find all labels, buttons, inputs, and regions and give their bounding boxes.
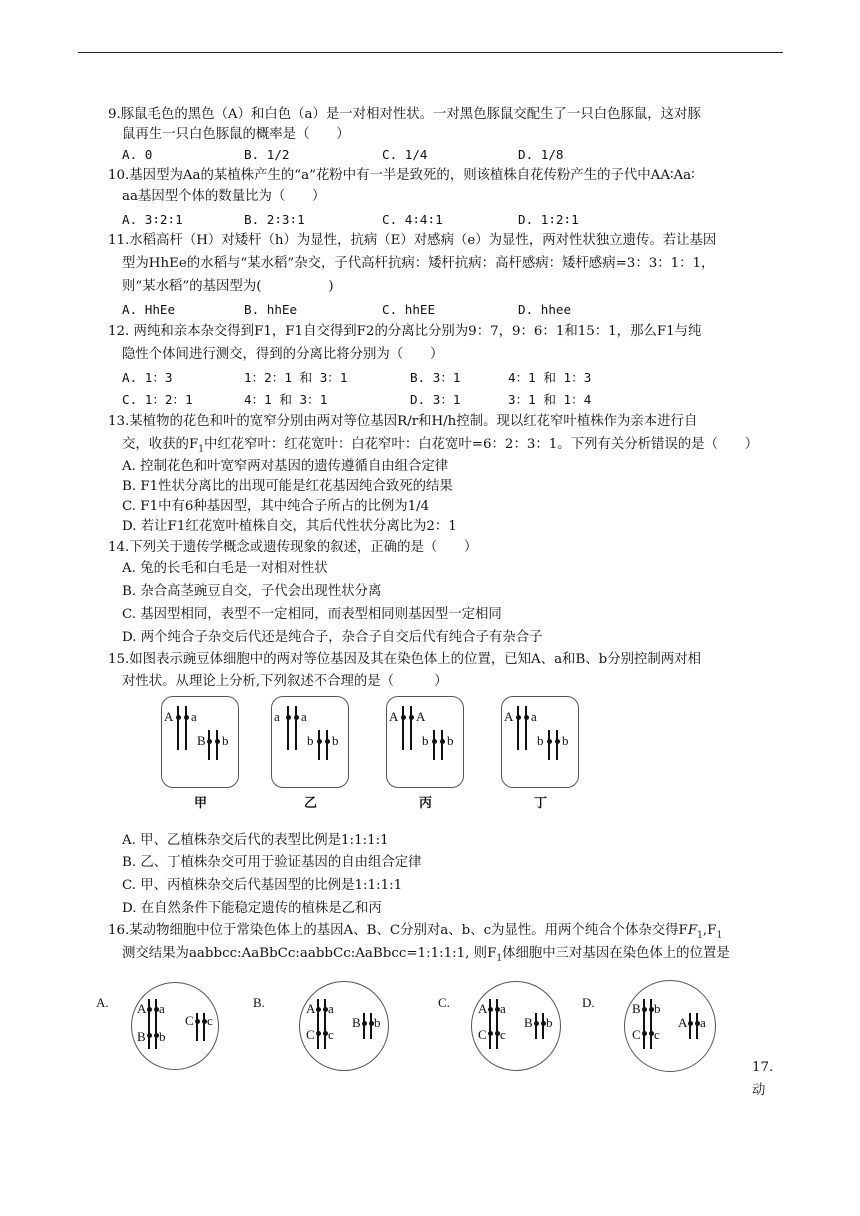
gene-label: A <box>164 709 174 724</box>
gene-label: a <box>500 1001 506 1016</box>
gene-locus <box>369 1021 374 1026</box>
gene-label: B <box>197 733 206 748</box>
gene-locus <box>317 739 322 744</box>
chromosome <box>185 706 187 750</box>
q14-option-d[interactable]: D. 两个纯合子杂交后代还是纯合子，杂合子自交后代有纯合子有杂合子 <box>122 630 543 645</box>
gene-locus <box>316 1007 321 1012</box>
gene-locus <box>534 1021 539 1026</box>
gene-locus <box>176 715 181 720</box>
gene-label: C <box>306 1027 315 1042</box>
q10-stem-line1: 10.基因型为Aa的某植株产生的“a”花粉中有一半是致死的，则该植株自花传粉产生的子代中AA∶Aa∶ <box>108 168 695 183</box>
chromosome <box>556 730 558 760</box>
q11-option-a[interactable]: A. HhEe <box>122 302 176 317</box>
chromosome <box>318 730 320 760</box>
gene-locus <box>401 715 406 720</box>
gene-label: a <box>328 1001 334 1016</box>
q11-option-c[interactable]: C. hhEE <box>382 302 436 317</box>
chromosome <box>696 1013 698 1039</box>
gene-locus <box>440 739 445 744</box>
chromosome <box>203 1013 205 1041</box>
q9-option-b[interactable]: B. 1/2 <box>244 147 290 162</box>
gene-locus <box>409 715 414 720</box>
gene-label: B <box>632 1001 641 1016</box>
gene-locus <box>688 1021 693 1026</box>
gene-locus <box>154 1007 159 1012</box>
q13-option-b[interactable]: B. F1性状分离比的出现可能是红花基因纯合致死的结果 <box>122 479 453 494</box>
q14-stem: 14.下列关于遗传学概念或遗传现象的叙述，正确的是（ ） <box>108 540 478 555</box>
q10-stem-line2: aa基因型个体的数量比为（ ） <box>122 189 326 204</box>
q12-option-c-detail: 4：1 和 3：1 <box>244 392 328 407</box>
q12-stem-line2: 隐性个体间进行测交，得到的分离比将分别为（ ） <box>122 347 444 362</box>
gene-locus <box>495 1031 500 1036</box>
gene-label: c <box>207 1013 213 1028</box>
gene-label: b <box>159 1029 166 1044</box>
q9-option-a[interactable]: A. 0 <box>122 147 153 162</box>
gene-label: A <box>416 709 426 724</box>
gene-locus <box>495 1007 500 1012</box>
gene-label: b <box>447 733 454 748</box>
gene-locus <box>642 1031 647 1036</box>
gene-label: B <box>137 1029 146 1044</box>
gene-label: b <box>332 733 339 748</box>
q12-option-b[interactable]: B. 3：1 <box>410 370 461 385</box>
option-label[interactable]: D. <box>582 995 595 1010</box>
q15-stem-line1: 15.如图表示豌豆体细胞中的两对等位基因及其在染色体上的位置，已知A、a和B、b分别控制两对相 <box>108 652 701 667</box>
q14-option-a[interactable]: A. 兔的长毛和白毛是一对相对性状 <box>122 561 328 576</box>
q17-text-fragment: 动 <box>752 1083 766 1098</box>
q10-option-b[interactable]: B. 2∶3∶1 <box>244 212 305 227</box>
cell-caption: 乙 <box>304 796 318 811</box>
gene-locus <box>649 1031 654 1036</box>
q9-option-d[interactable]: D. 1/8 <box>518 147 564 162</box>
q12-option-d[interactable]: D. 3：1 <box>410 392 461 407</box>
chromosome <box>548 730 550 760</box>
gene-label: c <box>500 1027 506 1042</box>
chromosome <box>410 706 412 750</box>
q13-option-c[interactable]: C. F1中有6种基因型，其中纯合子所占的比例为1/4 <box>122 499 430 514</box>
q12-stem-line1: 12. 两纯和亲本杂交得到F1，F1自交得到F2的分离比分别为9：7，9：6：1和15：1，那么F1与纯 <box>108 324 702 339</box>
gene-locus <box>207 739 212 744</box>
cell-caption: 丙 <box>419 796 433 811</box>
cell-circle <box>131 982 219 1070</box>
gene-label: b <box>222 733 229 748</box>
chromosome <box>441 730 443 760</box>
q15-option-a[interactable]: A. 甲、乙植株杂交后代的表型比例是1:1:1:1 <box>122 833 389 848</box>
gene-label: A <box>478 1001 488 1016</box>
option-label[interactable]: B. <box>253 995 265 1010</box>
gene-label: A <box>678 1015 688 1030</box>
chromosome <box>370 1013 372 1039</box>
gene-locus <box>488 1031 493 1036</box>
gene-locus <box>184 715 189 720</box>
chromosome <box>542 1013 544 1039</box>
q13-stem-line2: 交，收获的$F_1$中红花窄叶：红花宽叶：白花窄叶：白花宽叶=6：2：3：1。下列有关分析错误的是（ ） <box>122 437 759 455</box>
gene-label: A <box>389 709 399 724</box>
gene-locus <box>488 1007 493 1012</box>
q15-option-c[interactable]: C. 甲、丙植株杂交后代基因型的比例是1:1:1:1 <box>122 878 403 893</box>
gene-label: a <box>531 709 537 724</box>
gene-locus <box>325 739 330 744</box>
gene-locus <box>524 715 529 720</box>
q11-option-b[interactable]: B. hhEe <box>244 302 298 317</box>
chromosome <box>525 706 527 750</box>
q15-option-b[interactable]: B. 乙、丁植株杂交可用于验证基因的自由组合定律 <box>122 855 422 870</box>
q11-stem-line3: 则“某水稻”的基因型为( ) <box>122 279 334 294</box>
q12-option-c[interactable]: C. 1：2：1 <box>122 392 193 407</box>
gene-label: b <box>307 733 314 748</box>
gene-locus <box>147 1007 152 1012</box>
chromosome <box>363 1013 365 1039</box>
gene-locus <box>516 715 521 720</box>
gene-locus <box>202 1019 207 1024</box>
gene-locus <box>195 1019 200 1024</box>
chromosome <box>177 706 179 750</box>
q15-option-d[interactable]: D. 在自然条件下能稳定遗传的植株是乙和丙 <box>122 901 382 916</box>
q13-stem-line1: 13.某植物的花色和叶的宽窄分别由两对等位基因R/r和H/h控制。现以红花窄叶植株作为亲本进行自 <box>108 414 698 429</box>
gene-locus <box>432 739 437 744</box>
gene-label: b <box>562 733 569 748</box>
chromosome <box>208 730 210 760</box>
q11-stem-line2: 型为HhEe的水稻与“某水稻”杂交，子代高杆抗病：矮杆抗病：高杆感病：矮杆感病=3：3：1：1， <box>122 256 715 271</box>
gene-locus <box>362 1021 367 1026</box>
chromosome <box>402 706 404 750</box>
gene-label: b <box>546 1015 553 1030</box>
q10-option-d[interactable]: D. 1∶2∶1 <box>518 212 579 227</box>
q9-stem-line1: 9.豚鼠毛色的黑色（A）和白色（a）是一对相对性状。一对黑色豚鼠交配生了一只白色豚鼠，这对豚 <box>108 107 701 122</box>
header-rule <box>78 52 783 53</box>
gene-label: A <box>306 1001 316 1016</box>
gene-label: A <box>504 709 514 724</box>
gene-locus <box>547 739 552 744</box>
chromosome <box>433 730 435 760</box>
gene-locus <box>323 1007 328 1012</box>
gene-label: B <box>524 1015 533 1030</box>
q16-stem-line1: 16.某动物细胞中位于常染色体上的基因A、B、C分别对a、b、c为显性。用两个纯合个体杂交得$FF_1,F_1$ <box>108 923 723 941</box>
gene-label: b <box>422 733 429 748</box>
gene-label: c <box>654 1027 660 1042</box>
gene-label: A <box>137 1001 147 1016</box>
gene-locus <box>323 1031 328 1036</box>
gene-label: C <box>478 1027 487 1042</box>
gene-label: B <box>352 1015 361 1030</box>
chromosome <box>326 730 328 760</box>
q9-stem-line2: 鼠再生一只白色豚鼠的概率是（ ） <box>122 127 350 142</box>
gene-label: a <box>159 1001 165 1016</box>
gene-locus <box>147 1033 152 1038</box>
q12-option-a[interactable]: A. 1：3 <box>122 370 173 385</box>
q10-option-c[interactable]: C. 4∶4∶1 <box>382 212 443 227</box>
gene-label: b <box>537 733 544 748</box>
q12-option-b-detail: 4：1 和 1：3 <box>508 370 592 385</box>
q9-option-c[interactable]: C. 1/4 <box>382 147 428 162</box>
gene-locus <box>541 1021 546 1026</box>
gene-label: a <box>301 709 307 724</box>
gene-locus <box>294 715 299 720</box>
cell-caption: 甲 <box>194 796 208 811</box>
q12-option-a-detail: 1：2：1 和 3：1 <box>244 370 348 385</box>
q15-stem-line2: 对性状。从理论上分析,下列叙述不合理的是（ ） <box>122 674 448 689</box>
q16-stem-line2: 测交结果为aabbcc:AaBbCc:aabbCc:AaBbcc=1:1:1:1, 则$F_1$体细胞中三对基因在染色体上的位置是 <box>122 946 730 964</box>
gene-locus <box>316 1031 321 1036</box>
q14-option-c[interactable]: C. 基因型相同，表型不一定相同，而表型相同则基因型一定相同 <box>122 607 502 622</box>
gene-label: a <box>274 709 280 724</box>
q13-option-a[interactable]: A. 控制花色和叶宽窄两对基因的遗传遵循自由组合定律 <box>122 459 449 474</box>
q11-stem-line1: 11.水稻高杆（H）对矮杆（h）为显性，抗病（E）对感病（e）为显性，两对性状独立遗传。若让基因 <box>108 233 717 248</box>
option-label[interactable]: C. <box>438 995 450 1010</box>
chromosome <box>216 730 218 760</box>
gene-locus <box>649 1007 654 1012</box>
option-label[interactable]: A. <box>96 995 109 1010</box>
chromosome <box>535 1013 537 1039</box>
gene-label: C <box>632 1027 641 1042</box>
q11-option-d[interactable]: D. hhee <box>518 302 572 317</box>
chromosome <box>196 1013 198 1041</box>
gene-label: a <box>191 709 197 724</box>
chromosome <box>287 706 289 750</box>
gene-locus <box>642 1007 647 1012</box>
gene-label: a <box>700 1015 706 1030</box>
cell-caption: 丁 <box>534 796 548 811</box>
gene-locus <box>154 1033 159 1038</box>
gene-label: C <box>185 1013 194 1028</box>
gene-label: b <box>374 1015 381 1030</box>
chromosome <box>517 706 519 750</box>
gene-locus <box>286 715 291 720</box>
q17-number: 17. <box>752 1060 774 1075</box>
q13-option-d[interactable]: D. 若让F1红花宽叶植株自交，其后代性状分离比为2：1 <box>122 519 457 534</box>
q12-option-d-detail: 3：1 和 1：4 <box>508 392 592 407</box>
gene-label: b <box>654 1001 661 1016</box>
gene-locus <box>695 1021 700 1026</box>
gene-locus <box>215 739 220 744</box>
chromosome <box>295 706 297 750</box>
gene-locus <box>555 739 560 744</box>
q14-option-b[interactable]: B. 杂合高茎豌豆自交，子代会出现性状分离 <box>122 584 382 599</box>
q10-option-a[interactable]: A. 3∶2∶1 <box>122 212 183 227</box>
chromosome <box>689 1013 691 1039</box>
gene-label: c <box>328 1027 334 1042</box>
